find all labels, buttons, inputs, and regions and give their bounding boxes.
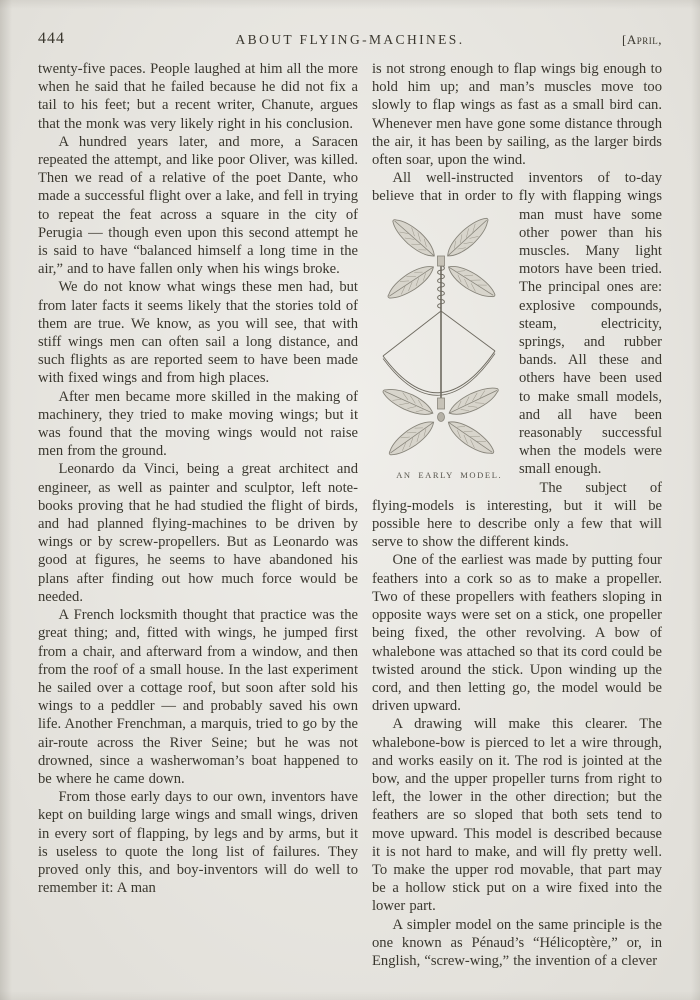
paragraph-text: All well-instructed inventors of to-day believe that in order to fly with flapping wings (372, 170, 662, 205)
left-column (38, 60, 358, 970)
paragraph: After men became more skilled in the making of machinery, they tried to make moving wings; but it was found that the moving wings would not raise men from the ground. (38, 388, 358, 460)
paragraph: A drawing will make this clearer. The whalebone-bow is pierced to let a wire through, and works easily on it. The rod is jointed at the bow, and the upper propeller turns from right to left, the lower in the other direction; but the feathers are so sloped that both sets tend to move upward. This model is described because it is not hard to make, and will fly pretty well. To make the upper rod movable, that part may be a hollow stick put on a wire fixed into the lower part. (372, 716, 662, 915)
paragraph: A simpler model on the same principle is the one known as Pénaud’s “Hélicoptère,” or, in English, “screw-wing,” the invention of a clever (372, 916, 662, 969)
issue-label: [April, (622, 32, 662, 47)
paragraph: One of the earliest was made by putting four feathers into a cork so as to make a propeller. Two of these propellers with feathers sloping in opposite ways were set on a stick, one propeller being fixed, the other revolving. A bow of whalebone was attached so that its cord could be twisted around the stick. Upon winding up the cord, and then letting go, the model would be driven upward. (372, 552, 662, 715)
page-number: 444 (38, 30, 65, 47)
paragraph: The subject of flying-models is interesting, but it will be possible here to describe only a few that will serve to show the different kinds. (372, 479, 662, 551)
figure-early-model (369, 212, 509, 484)
paragraph: From those early days to our own, inventors have kept on building large wings and small wings, driven in every sort of flapping, by legs and by arms, but it is useless to quote the long list of failures. They proved only this, and boy-inventors will do well to remember it: A man (38, 789, 358, 897)
paragraph: A hundred years later, and more, a Saracen repeated the attempt, and like poor Oliver, was killed. Then we read of a relative of the poet Dante, who made a successful flight over a lake, and fell in trying to repeat the feat across a square in the city of Perugia — though even upon this second attempt he is said to have “balanced himself a long time in the air,” and to have fallen only when his wings broke. (38, 133, 358, 278)
paragraph (372, 169, 662, 478)
running-title: ABOUT FLYING-MACHINES. (235, 32, 465, 47)
paragraph: is not strong enough to flap wings big enough to hold him up; and man’s muscles move too slowly to flap wings as fast as a small bird can. Whenever men have gone some distance through the air, it has been by sailing, as the larger birds often soar, upon the wind. (372, 61, 662, 169)
paragraph: Leonardo da Vinci, being a great architect and engineer, as well as painter and sculptor, left note-books proving that he had studied the flight of birds, and had planned flying-machines to be driven by wings or by screw-propellers. But as Leonardo was good at figures, he seems to have abandoned his plans after finding out how much force would be needed. (38, 461, 358, 605)
paragraph-text: man must have some other power than his muscles. Many light motors have been tried. The principal ones are: explosive compounds, steam, electricity, springs, and rubber bands. All these and others have been used to make small models, and all have been reasonably successful when the models were small enough. (519, 206, 662, 478)
page-header (38, 30, 662, 50)
figure-caption: AN EARLY MODEL. (396, 469, 503, 480)
flying-model-illustration (369, 212, 509, 464)
right-column (372, 60, 662, 970)
paragraph: twenty-five paces. People laughed at him all the more when he said that he failed because he did not fix a tail to his feet; but a recent writer, Chanute, argues that the monk was very likely right in his conclusion. (38, 61, 358, 132)
paragraph: A French locksmith thought that practice was the great thing; and, fitted with wings, he jumped first from a chair, and afterward from a window, and then from the roof of a small house. In the last experiment he sailed over a cottage roof, but soon after sold his wings to a peddler — and probably saved his own life. Another Frenchman, a marquis, tried to go by the air-route across the River Seine; but he was not drowned, since a washerwoman’s boat happened to be where he came down. (38, 607, 358, 787)
page-body (38, 60, 662, 970)
paragraph: We do not know what wings these men had, but from later facts it seems likely that the stories told of them are true. We know, as you will see, that with stiff wings men can often sail a long distance, and such flights as are reported seem to have been made with fixed wings and from high places. (38, 279, 358, 387)
